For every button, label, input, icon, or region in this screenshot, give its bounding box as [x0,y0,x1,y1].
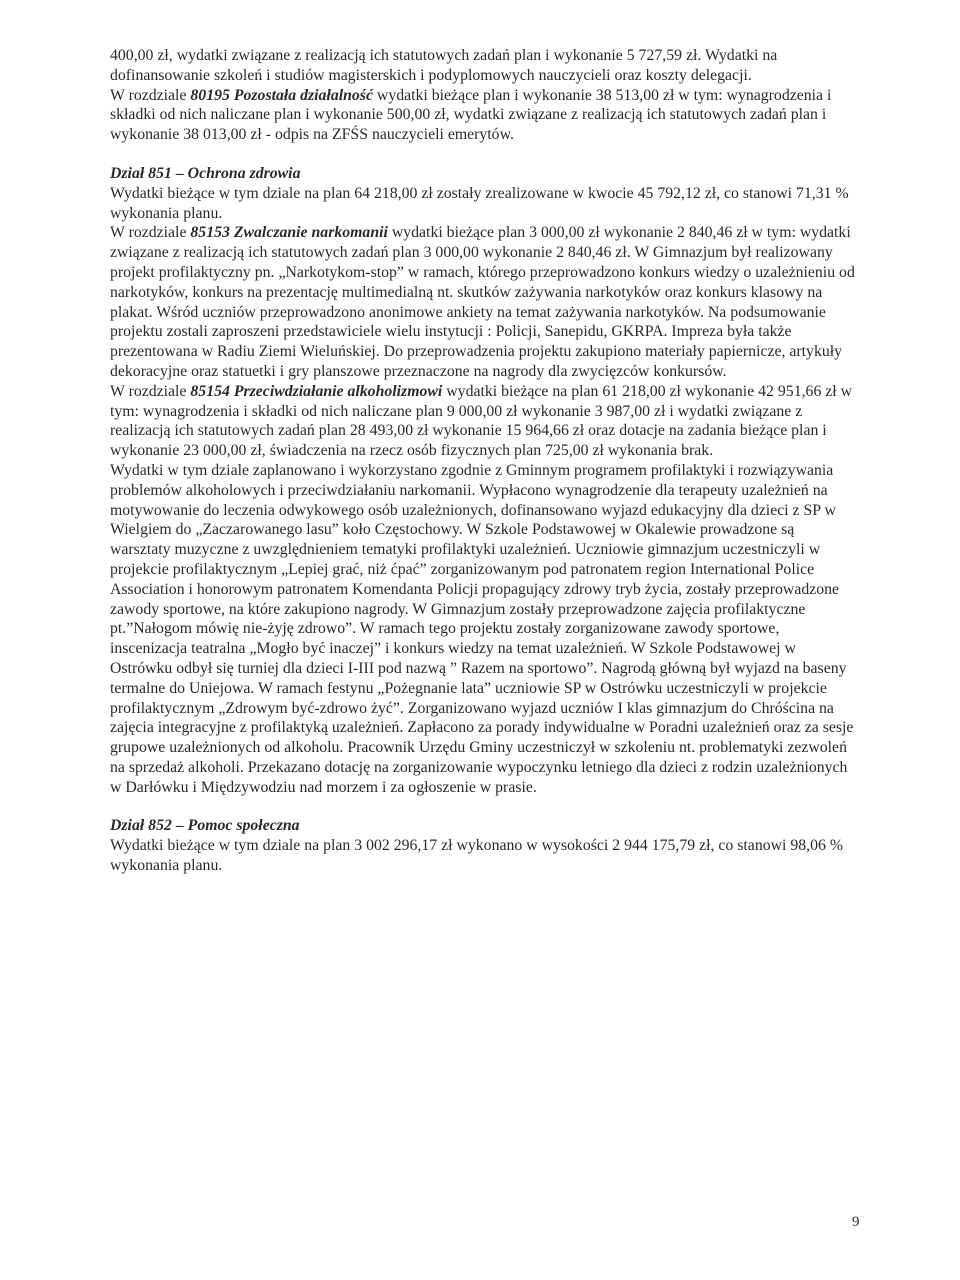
document-body [110,46,855,876]
text-body: wydatki bieżące na plan 61 218,00 zł wykonanie 42 951,66 zł w tym: wynagrodzenia i składki od nich naliczane plan 9 000,00 zł wykonanie 3 987,00 zł i wydatki związane z realizacją ich statutowych zadań plan 28 493,00 zł wykonanie 15 964,66 zł oraz dotacje na zadania bieżące plan i wykonanie 23 000,00 zł, świadczenia na rzecz osób fizycznych plan 725,00 zł wykonania brak. [110,382,853,460]
text-body: wydatki bieżące plan 3 000,00 zł wykonanie 2 840,46 zł w tym: wydatki związane z realizacją ich statutowych zadań plan 3 000,00 wykonanie 2 840,46 zł. W Gimnazjum był realizowany projekt profilaktyczny pn. „Narkotykom-stop” w ramach, którego przeprowadzono konkurs wiedzy o uzależnieniu od narkotyków, konkurs na prezentację multimedialną nt. skutków zażywania narkotyków oraz konkurs klasowy na plakat. Wśród uczniów przeprowadzono anonimowe ankiety na temat zażywania narkotyków. Na podsumowanie projektu zostali zaproszeni przedstawiciele wielu instytucji : Policji, Sanepidu, GKRPA. Impreza była także prezentowana w Radiu Ziemi Wieluńskiej. Do przeprowadzenia projektu zakupiono materiały papiernicze, artykuły dekoracyjne oraz statuetki i gry planszowe przeznaczone na nagrody dla zwycięzców konkursów. [110,224,855,380]
paragraph-85154 [110,382,855,461]
heading-dzial-852: Dział 852 – Pomoc społeczna [110,817,300,835]
paragraph-85153 [110,223,855,381]
text-body: wydatki bieżące plan i wykonanie 38 513,00 zł w tym: wynagrodzenia i składki od nich naliczane plan i wykonanie 500,00 zł, wydatki związane z realizacją ich statutowych zadań plan i wykonanie 38 013,00 zł - odpis na ZFŚS nauczycieli emerytów. [110,86,832,144]
text-prefix: W rozdziale [110,382,191,400]
paragraph-program-details: Wydatki w tym dziale zaplanowano i wykorzystano zgodnie z Gminnym programem profilaktyki i rozwiązywania problemów alkoholowych i przeciwdziałaniu narkomanii. Wypłacono wynagrodzenie dla terapeuty uzależnień na motywowanie do leczenia odwykowego osób uzależnionych, dofinansowano wyjazd edukacyjny dla dzieci z SP w Wielgiem do „Zaczarowanego lasu” koło Częstochowy. W Szkole Podstawowej w Okalewie prowadzone są warsztaty muzyczne z uwzględnieniem tematyki profilaktyki uzależnień. Uczniowie gimnazjum uczestniczyli w projekcie profilaktycznym „Lepiej grać, niż ćpać” zorganizowanym pod patronatem region International Police Association i honorowym patronatem Komendanta Policji propagujący zdrowy tryb życia, zostały przeprowadzone zawody sportowe, na które zakupiono nagrody. W Gimnazjum zostały przeprowadzone zajęcia profilaktyczne pt.”Nałogom mówię nie-żyję zdrowo”. W ramach tego projektu zostały zorganizowane zawody sportowe, inscenizacja teatralna „Mogło być inaczej” i konkurs wiedzy na temat uzależnień. W Szkole Podstawowej w Ostrówku odbył się turniej dla dzieci I-III pod nazwą ” Razem na sportowo”. Nagrodą główną był wyjazd na baseny termalne do Uniejowa. W ramach festynu „Pożegnanie lata” uczniowie SP w Ostrówku uczestniczyli w projekcie profilaktycznym „Zdrowym być-zdrowo żyć”. Zorganizowano wyjazd uczniów I klas gimnazjum do Chróścina na zajęcia integracyjne z profilaktyką uzależnień. Zapłacono za porady indywidualne w Poradni uzależnień oraz za sesje grupowe uzależnionych od alkoholu. Pracownik Urzędu Gminy uczestniczył w szkoleniu nt. problematyki zezwoleń na sprzedaż alkoholi. Przekazano dotację na zorganizowanie wypoczynku letniego dla dzieci z rodzin uzależnionych w Darłówku i Międzywodziu nad morzem i za ogłoszenie w prasie. [110,461,854,796]
heading-dzial-851: Dział 851 – Ochrona zdrowia [110,164,301,182]
text-prefix: W rozdziale [110,86,191,104]
chapter-name-85154: 85154 Przeciwdziałanie alkoholizmowi [190,382,443,400]
chapter-name-80195: 80195 Pozostała działalność [190,86,373,104]
paragraph-852-summary: Wydatki bieżące w tym dziale na plan 3 002 296,17 zł wykonano w wysokości 2 944 175,79 zł, co stanowi 98,06 % wykonania planu. [110,837,844,875]
chapter-name-85153: 85153 Zwalczanie narkomanii [190,224,388,242]
page-number: 9 [852,1214,860,1230]
paragraph-80195 [110,86,855,145]
text-prefix: W rozdziale [110,224,191,242]
paragraph-delegations: 400,00 zł, wydatki związane z realizacją ich statutowych zadań plan i wykonanie 5 727,59 zł. Wydatki na dofinansowanie szkoleń i studiów magisterskich i podyplomowych nauczycieli oraz koszty delegacji. [110,47,778,84]
paragraph-851-summary: Wydatki bieżące w tym dziale na plan 64 218,00 zł zostały zrealizowane w kwocie 45 792,12 zł, co stanowi 71,31 % wykonania planu. [110,184,849,222]
